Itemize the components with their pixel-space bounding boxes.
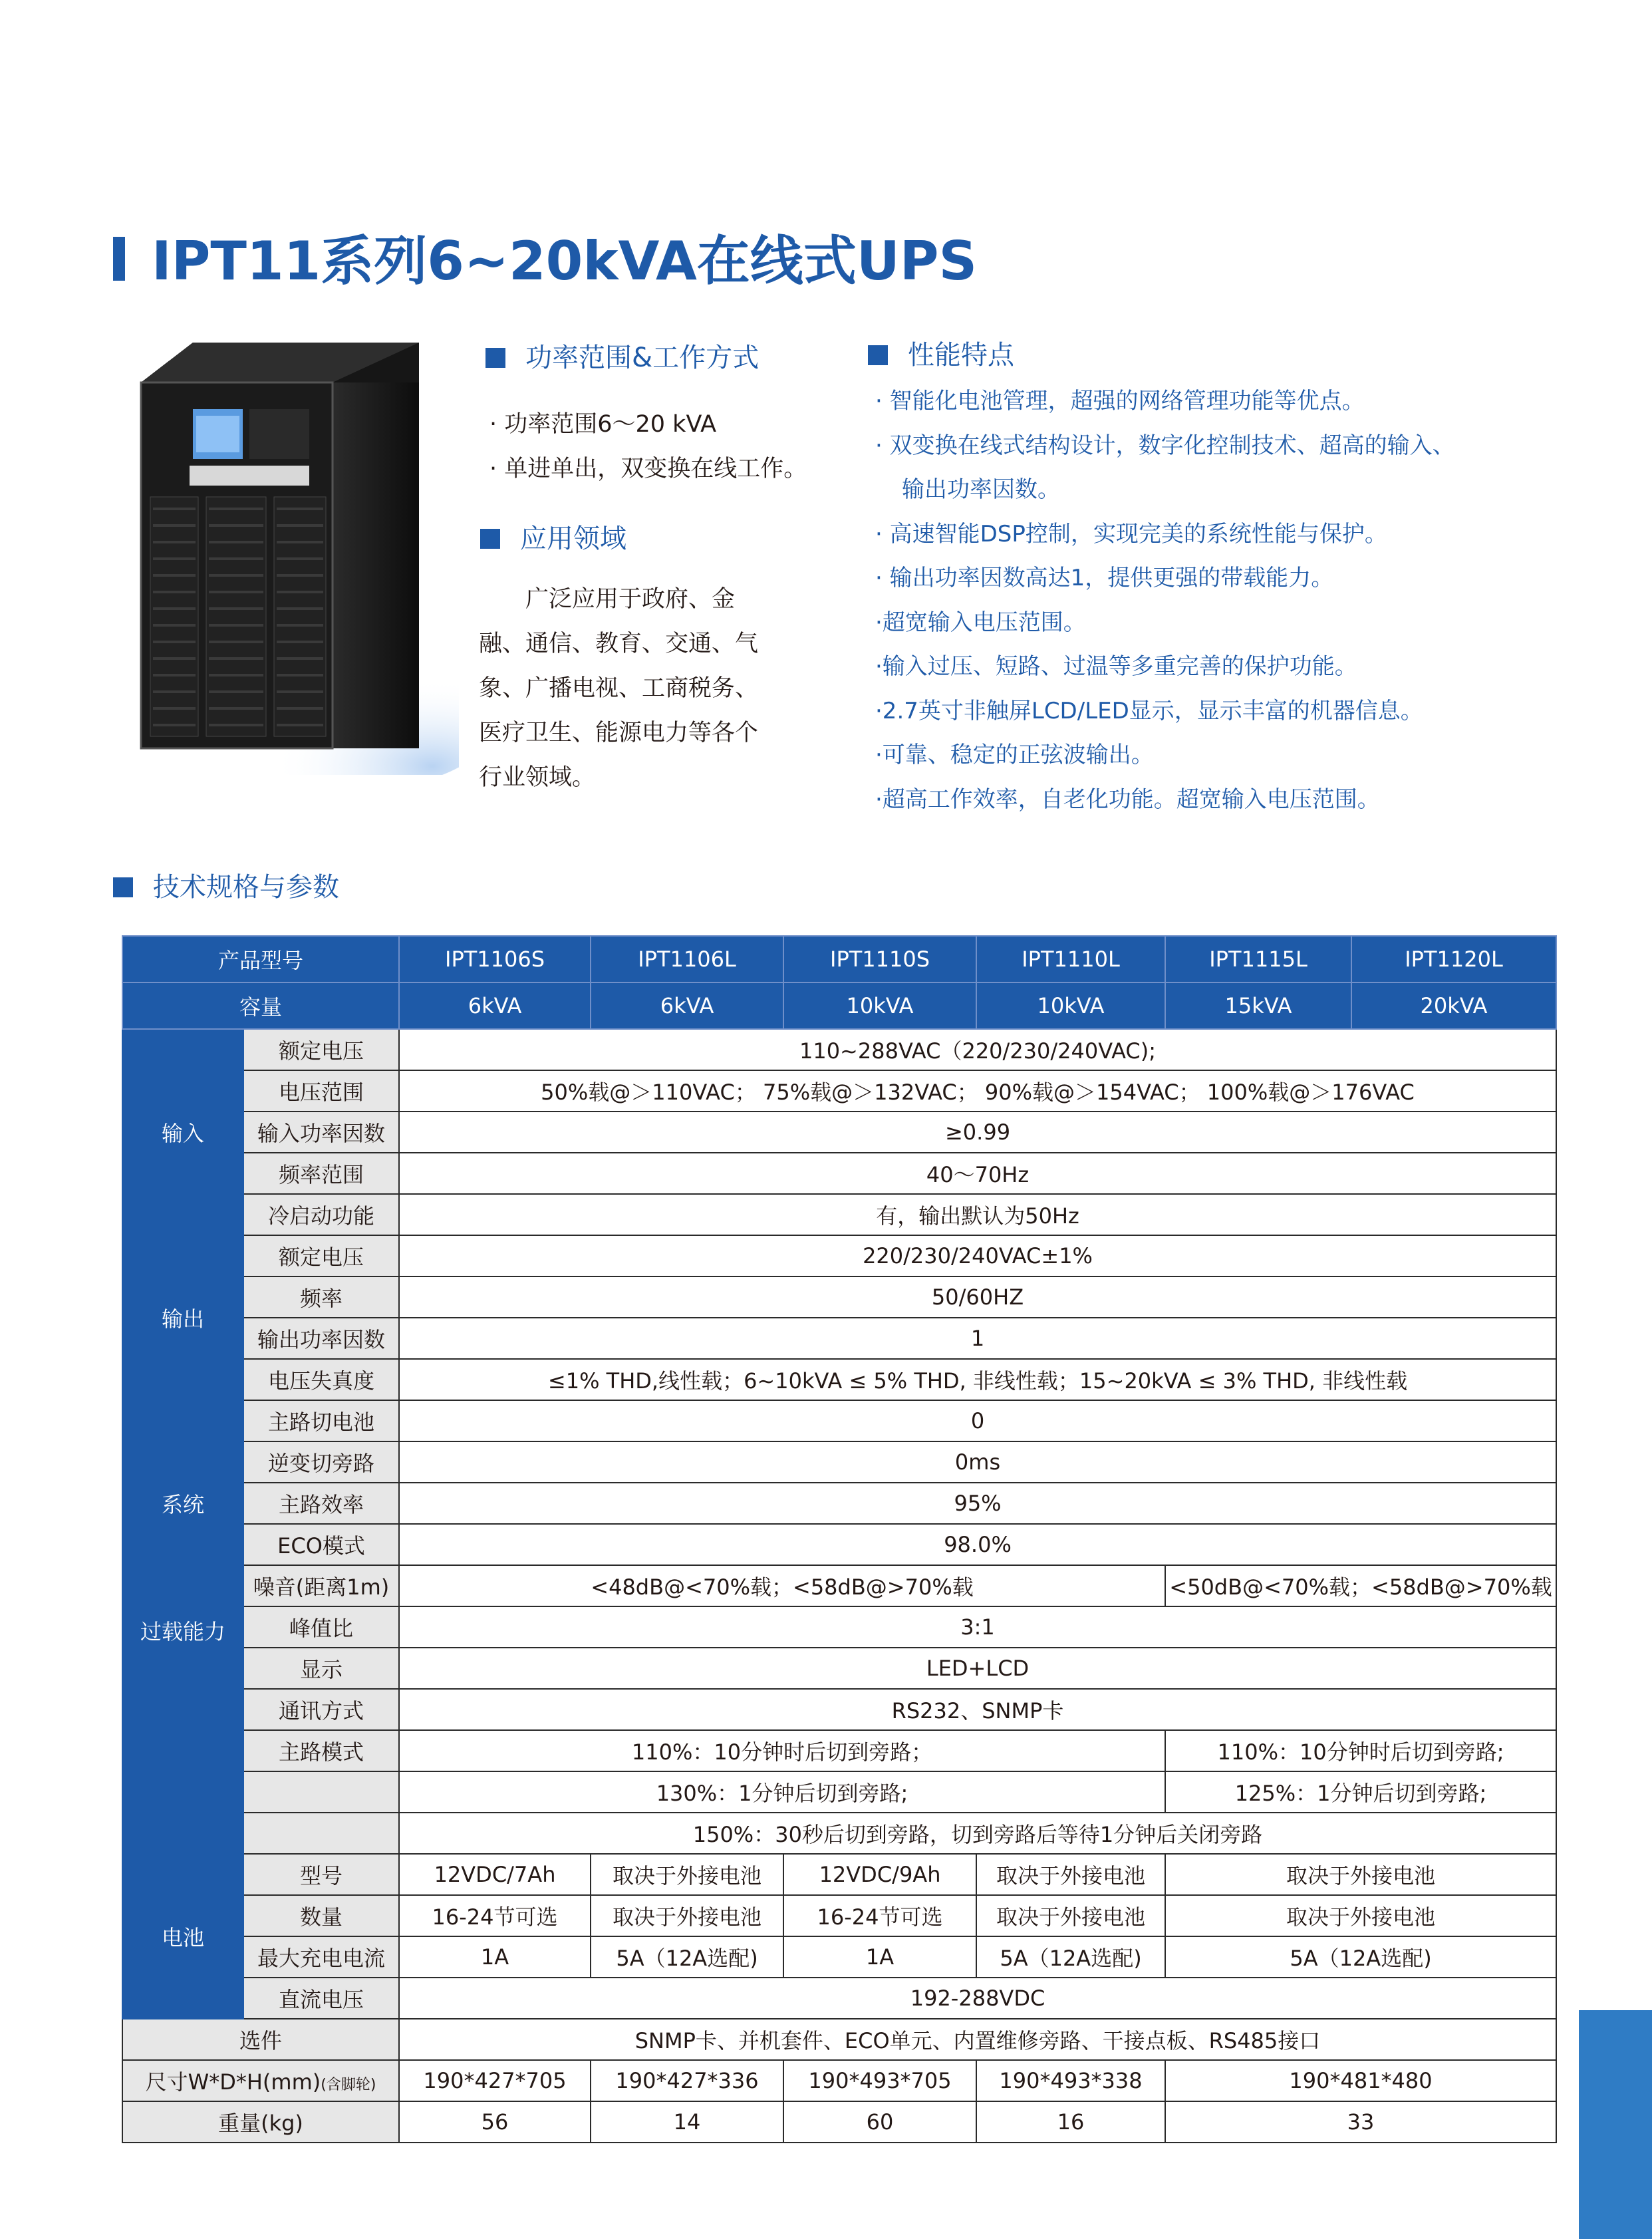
feature-item: ·超宽输入电压范围。 bbox=[875, 609, 1086, 636]
table-row bbox=[122, 1441, 1556, 1483]
row-label-empty bbox=[243, 1813, 399, 1854]
page-title: IPT11系列6~20kVA在线式UPS bbox=[152, 230, 978, 292]
table-row-capacity bbox=[122, 982, 1556, 1029]
options-label: 选件 bbox=[122, 2019, 399, 2060]
group-input: 输入 bbox=[122, 1029, 243, 1235]
features-section-heading bbox=[868, 335, 1014, 374]
feature-item: · 双变换在线式结构设计，数字化控制技术、超高的输入、 bbox=[875, 432, 1455, 459]
row-value: 取决于外接电池 bbox=[591, 1895, 783, 1936]
table-row bbox=[122, 1070, 1556, 1112]
row-value: 1A bbox=[783, 1936, 976, 1978]
row-label: 主路效率 bbox=[243, 1483, 399, 1524]
capacity-cell: 15kVA bbox=[1165, 982, 1351, 1029]
table-row bbox=[122, 1359, 1556, 1400]
feature-item: · 输出功率因数高达1，提供更强的带载能力。 bbox=[875, 565, 1334, 591]
row-value: 220/230/240VAC±1% bbox=[399, 1235, 1556, 1276]
row-value: 192-288VDC bbox=[399, 1978, 1556, 2019]
row-label: 噪音(距离1m) bbox=[243, 1565, 399, 1606]
group-system: 系统 bbox=[122, 1400, 243, 1606]
row-value: 110%：10分钟时后切到旁路； bbox=[399, 1730, 1165, 1771]
feature-item: ·2.7英寸非触屏LCD/LED显示，显示丰富的机器信息。 bbox=[875, 697, 1423, 724]
row-value: 190*427*705 bbox=[399, 2060, 591, 2101]
power-item: · 功率范围6～20 kVA bbox=[489, 411, 717, 438]
capacity-cell: 20kVA bbox=[1351, 982, 1556, 1029]
row-label: 最大充电电流 bbox=[243, 1936, 399, 1978]
row-value: 190*493*705 bbox=[783, 2060, 976, 2101]
section-square-icon bbox=[485, 348, 505, 368]
model-cell: IPT1120L bbox=[1351, 936, 1556, 982]
row-value: 33 bbox=[1165, 2101, 1556, 2143]
table-row bbox=[122, 1565, 1556, 1606]
row-label: 直流电压 bbox=[243, 1978, 399, 2019]
row-value: 40～70Hz bbox=[399, 1153, 1556, 1194]
power-list bbox=[489, 402, 807, 492]
row-value: 12VDC/9Ah bbox=[783, 1854, 976, 1895]
row-value: 取决于外接电池 bbox=[591, 1854, 783, 1895]
table-row bbox=[122, 1400, 1556, 1441]
table-row bbox=[122, 1730, 1556, 1771]
row-value: <50dB@<70%载；<58dB@>70%载 bbox=[1165, 1565, 1556, 1606]
row-value: 130%：1分钟后切到旁路; bbox=[399, 1771, 1165, 1813]
row-value: 取决于外接电池 bbox=[1165, 1854, 1556, 1895]
table-row bbox=[122, 1276, 1556, 1318]
table-row bbox=[122, 1606, 1556, 1648]
row-value: 取决于外接电池 bbox=[976, 1854, 1165, 1895]
row-label: 逆变切旁路 bbox=[243, 1441, 399, 1483]
title-accent-bar bbox=[113, 237, 125, 281]
row-value: 5A（12A选配) bbox=[591, 1936, 783, 1978]
table-row bbox=[122, 1689, 1556, 1730]
power-heading-text: 功率范围&工作方式 bbox=[525, 343, 759, 373]
table-row bbox=[122, 1895, 1556, 1936]
model-label: 产品型号 bbox=[122, 936, 399, 982]
row-value: 95% bbox=[399, 1483, 1556, 1524]
row-label: 频率范围 bbox=[243, 1153, 399, 1194]
row-value: 190*493*338 bbox=[976, 2060, 1165, 2101]
power-section-heading bbox=[485, 338, 759, 376]
row-label: 输出功率因数 bbox=[243, 1318, 399, 1359]
application-line: 象、广播电视、工商税务、 bbox=[479, 675, 759, 702]
row-label: 显示 bbox=[243, 1648, 399, 1689]
application-text bbox=[479, 577, 758, 800]
group-battery: 电池 bbox=[122, 1854, 243, 2019]
row-label: ECO模式 bbox=[243, 1524, 399, 1565]
row-label: 主路模式 bbox=[243, 1730, 399, 1771]
row-value: 16-24节可选 bbox=[783, 1895, 976, 1936]
row-label: 电压失真度 bbox=[243, 1359, 399, 1400]
row-label: 数量 bbox=[243, 1895, 399, 1936]
table-row bbox=[122, 2019, 1556, 2060]
table-row-model bbox=[122, 936, 1556, 982]
feature-item: · 智能化电池管理，超强的网络管理功能等优点。 bbox=[875, 388, 1365, 414]
row-value: ≤1% THD,线性载；6~10kVA ≤ 5% THD, 非线性载；15~20kVA ≤ 3% THD, 非线性载 bbox=[399, 1359, 1556, 1400]
section-square-icon bbox=[868, 345, 888, 365]
spec-heading-text: 技术规格与参数 bbox=[153, 872, 339, 903]
spec-table bbox=[122, 935, 1557, 2143]
row-value: 110~288VAC（220/230/240VAC); bbox=[399, 1029, 1556, 1070]
table-row bbox=[122, 1194, 1556, 1235]
feature-item: · 高速智能DSP控制，实现完美的系统性能与保护。 bbox=[875, 520, 1387, 547]
row-value: 190*427*336 bbox=[591, 2060, 783, 2101]
row-value: 125%：1分钟后切到旁路; bbox=[1165, 1771, 1556, 1813]
row-label: 额定电压 bbox=[243, 1029, 399, 1070]
power-item: · 单进单出，双变换在线工作。 bbox=[489, 456, 807, 482]
table-row bbox=[122, 1854, 1556, 1895]
table-row bbox=[122, 1029, 1556, 1070]
row-value: LED+LCD bbox=[399, 1648, 1556, 1689]
weight-label: 重量(kg) bbox=[122, 2101, 399, 2143]
row-value: RS232、SNMP卡 bbox=[399, 1689, 1556, 1730]
table-row bbox=[122, 1648, 1556, 1689]
row-label: 额定电压 bbox=[243, 1235, 399, 1276]
row-value: 1A bbox=[399, 1936, 591, 1978]
row-value: 取决于外接电池 bbox=[976, 1895, 1165, 1936]
table-row bbox=[122, 1978, 1556, 2019]
application-line: 广泛应用于政府、金 bbox=[525, 586, 736, 613]
application-heading-text: 应用领域 bbox=[520, 523, 626, 554]
section-square-icon bbox=[113, 877, 133, 897]
application-section-heading bbox=[480, 519, 626, 557]
group-output: 输出 bbox=[122, 1235, 243, 1400]
spec-section-heading bbox=[113, 867, 339, 906]
row-value: 12VDC/7Ah bbox=[399, 1854, 591, 1895]
row-label: 频率 bbox=[243, 1276, 399, 1318]
table-row bbox=[122, 1483, 1556, 1524]
row-value: 5A（12A选配) bbox=[1165, 1936, 1556, 1978]
row-value: 1 bbox=[399, 1318, 1556, 1359]
table-row bbox=[122, 1524, 1556, 1565]
size-label bbox=[122, 2060, 399, 2101]
row-label: 电压范围 bbox=[243, 1070, 399, 1112]
row-value: 50/60HZ bbox=[399, 1276, 1556, 1318]
row-label: 型号 bbox=[243, 1854, 399, 1895]
row-label: 峰值比 bbox=[243, 1606, 399, 1648]
row-value: 60 bbox=[783, 2101, 976, 2143]
row-value: 14 bbox=[591, 2101, 783, 2143]
application-line: 融、通信、教育、交通、气 bbox=[479, 631, 759, 657]
row-value: 5A（12A选配) bbox=[976, 1936, 1165, 1978]
table-row bbox=[122, 2101, 1556, 2143]
model-cell: IPT1106S bbox=[399, 936, 591, 982]
row-value: 190*481*480 bbox=[1165, 2060, 1556, 2101]
row-label-empty bbox=[243, 1771, 399, 1813]
section-square-icon bbox=[480, 529, 500, 549]
row-value: 3:1 bbox=[399, 1606, 1556, 1648]
features-list bbox=[875, 379, 1455, 821]
feature-item: ·输入过压、短路、过温等多重完善的保护功能。 bbox=[875, 653, 1357, 680]
row-label: 冷启动功能 bbox=[243, 1194, 399, 1235]
features-heading-text: 性能特点 bbox=[908, 340, 1014, 371]
ups-product-image bbox=[113, 343, 459, 775]
model-cell: IPT1110S bbox=[783, 936, 976, 982]
table-row bbox=[122, 1235, 1556, 1276]
application-line: 行业领域。 bbox=[479, 764, 596, 791]
capacity-cell: 10kVA bbox=[976, 982, 1165, 1029]
table-row bbox=[122, 1112, 1556, 1153]
row-label: 输入功率因数 bbox=[243, 1112, 399, 1153]
row-value: SNMP卡、并机套件、ECO单元、内置维修旁路、干接点板、RS485接口 bbox=[399, 2019, 1556, 2060]
table-row bbox=[122, 1153, 1556, 1194]
application-line: 医疗卫生、能源电力等各个 bbox=[479, 720, 759, 746]
model-cell: IPT1110L bbox=[976, 936, 1165, 982]
capacity-cell: 6kVA bbox=[399, 982, 591, 1029]
feature-item: ·超高工作效率，自老化功能。超宽输入电压范围。 bbox=[875, 786, 1380, 813]
size-label-suffix: (含脚轮) bbox=[321, 2077, 376, 2093]
row-value: 150%：30秒后切到旁路，切到旁路后等待1分钟后关闭旁路 bbox=[399, 1813, 1556, 1854]
group-overload: 过载能力 bbox=[122, 1606, 243, 1854]
row-value: 98.0% bbox=[399, 1524, 1556, 1565]
row-value: 16-24节可选 bbox=[399, 1895, 591, 1936]
table-row bbox=[122, 2060, 1556, 2101]
row-value: 110%：10分钟时后切到旁路; bbox=[1165, 1730, 1556, 1771]
row-value: <48dB@<70%载；<58dB@>70%载 bbox=[399, 1565, 1165, 1606]
corner-accent-block bbox=[1579, 2010, 1652, 2239]
row-value: 50%载@＞110VAC； 75%载@＞132VAC； 90%载@＞154VAC； 100%载@＞176VAC bbox=[399, 1070, 1556, 1112]
row-value: 0ms bbox=[399, 1441, 1556, 1483]
capacity-cell: 10kVA bbox=[783, 982, 976, 1029]
row-value: 有，输出默认为50Hz bbox=[399, 1194, 1556, 1235]
table-row bbox=[122, 1318, 1556, 1359]
table-row bbox=[122, 1813, 1556, 1854]
table-row bbox=[122, 1771, 1556, 1813]
row-value: 56 bbox=[399, 2101, 591, 2143]
table-row bbox=[122, 1936, 1556, 1978]
model-cell: IPT1106L bbox=[591, 936, 783, 982]
row-value: 0 bbox=[399, 1400, 1556, 1441]
row-value: ≥0.99 bbox=[399, 1112, 1556, 1153]
row-label: 通讯方式 bbox=[243, 1689, 399, 1730]
size-label-text: 尺寸W*D*H(mm) bbox=[145, 2069, 321, 2095]
capacity-cell: 6kVA bbox=[591, 982, 783, 1029]
capacity-label: 容量 bbox=[122, 982, 399, 1029]
feature-item: 输出功率因数。 bbox=[902, 476, 1060, 503]
row-label: 主路切电池 bbox=[243, 1400, 399, 1441]
feature-item: ·可靠、稳定的正弦波输出。 bbox=[875, 742, 1154, 768]
model-cell: IPT1115L bbox=[1165, 936, 1351, 982]
row-value: 16 bbox=[976, 2101, 1165, 2143]
row-value: 取决于外接电池 bbox=[1165, 1895, 1556, 1936]
